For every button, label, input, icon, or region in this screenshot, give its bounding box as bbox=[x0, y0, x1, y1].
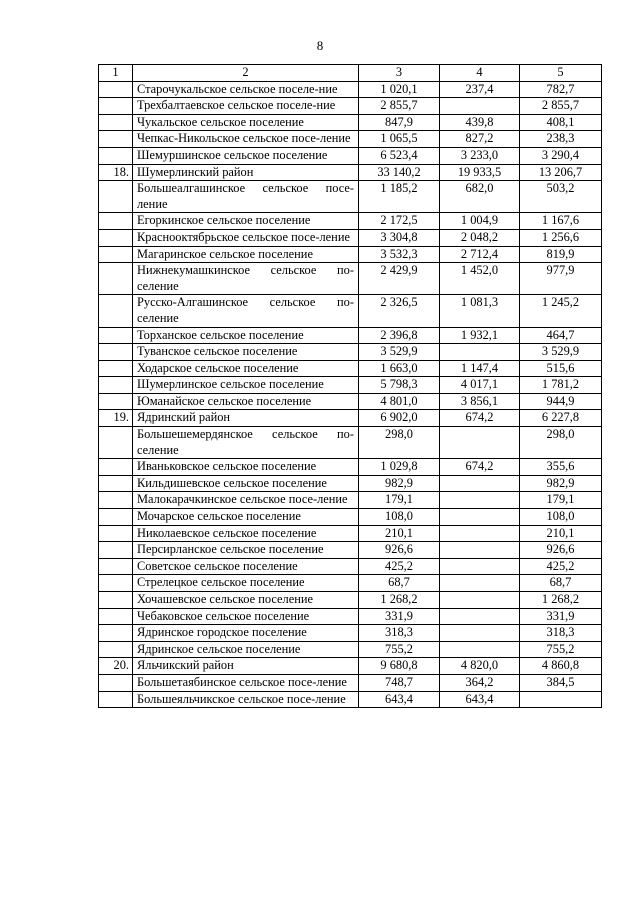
row-number bbox=[99, 475, 133, 492]
table-row bbox=[99, 246, 602, 263]
value-total: 1 663,0 bbox=[359, 360, 440, 377]
table-row bbox=[99, 344, 602, 361]
value-total: 1 020,1 bbox=[359, 81, 440, 98]
value-total: 298,0 bbox=[359, 427, 440, 459]
value-col5: 503,2 bbox=[520, 181, 602, 213]
table-row bbox=[99, 558, 602, 575]
value-total: 2 429,9 bbox=[359, 263, 440, 295]
settlement-name: Старочукальское сельское поселе-ние bbox=[133, 81, 359, 98]
value-total: 2 855,7 bbox=[359, 98, 440, 115]
value-total: 1 268,2 bbox=[359, 592, 440, 609]
value-col5: 355,6 bbox=[520, 459, 602, 476]
value-total: 847,9 bbox=[359, 114, 440, 131]
value-total: 1 065,5 bbox=[359, 131, 440, 148]
value-col4: 827,2 bbox=[440, 131, 520, 148]
value-total: 9 680,8 bbox=[359, 658, 440, 675]
value-col4 bbox=[440, 509, 520, 526]
value-col5: 464,7 bbox=[520, 327, 602, 344]
table-row bbox=[99, 625, 602, 642]
settlement-name: Нижнекумашкинское сельское по-селение bbox=[133, 263, 359, 295]
value-col4: 4 820,0 bbox=[440, 658, 520, 675]
settlement-name: Чепкас-Никольское сельское посе-ление bbox=[133, 131, 359, 148]
value-total: 3 532,3 bbox=[359, 246, 440, 263]
row-number bbox=[99, 509, 133, 526]
value-col4: 1 081,3 bbox=[440, 295, 520, 327]
row-number: 20. bbox=[99, 658, 133, 675]
value-col4 bbox=[440, 592, 520, 609]
value-total: 68,7 bbox=[359, 575, 440, 592]
value-col5: 408,1 bbox=[520, 114, 602, 131]
value-col4: 2 712,4 bbox=[440, 246, 520, 263]
value-col4: 19 933,5 bbox=[440, 164, 520, 181]
value-col5: 1 268,2 bbox=[520, 592, 602, 609]
settlement-name: Малокарачкинское сельское посе-ление bbox=[133, 492, 359, 509]
value-total: 331,9 bbox=[359, 608, 440, 625]
value-col4: 1 147,4 bbox=[440, 360, 520, 377]
row-number bbox=[99, 625, 133, 642]
value-col4: 439,8 bbox=[440, 114, 520, 131]
table-row bbox=[99, 295, 602, 327]
value-col4 bbox=[440, 98, 520, 115]
row-number bbox=[99, 459, 133, 476]
settlement-name: Ядринский район bbox=[133, 410, 359, 427]
value-col4 bbox=[440, 525, 520, 542]
value-col5: 210,1 bbox=[520, 525, 602, 542]
table-row bbox=[99, 525, 602, 542]
column-header-4: 4 bbox=[440, 65, 520, 82]
value-col5: 1 256,6 bbox=[520, 229, 602, 246]
table-row bbox=[99, 360, 602, 377]
settlement-name: Большетаябинское сельское посе-ление bbox=[133, 674, 359, 691]
settlement-name: Стрелецкое сельское поселение bbox=[133, 575, 359, 592]
row-number bbox=[99, 492, 133, 509]
table-row bbox=[99, 691, 602, 708]
row-number bbox=[99, 131, 133, 148]
row-number bbox=[99, 575, 133, 592]
value-total: 33 140,2 bbox=[359, 164, 440, 181]
value-col5 bbox=[520, 691, 602, 708]
value-col4: 1 452,0 bbox=[440, 263, 520, 295]
row-number bbox=[99, 691, 133, 708]
value-total: 2 172,5 bbox=[359, 213, 440, 230]
value-col5: 298,0 bbox=[520, 427, 602, 459]
row-number: 19. bbox=[99, 410, 133, 427]
value-col5: 318,3 bbox=[520, 625, 602, 642]
settlement-name: Советское сельское поселение bbox=[133, 558, 359, 575]
value-col5: 238,3 bbox=[520, 131, 602, 148]
settlement-name: Юманайское сельское поселение bbox=[133, 393, 359, 410]
row-number bbox=[99, 295, 133, 327]
value-col5: 515,6 bbox=[520, 360, 602, 377]
settlement-name: Хочашевское сельское поселение bbox=[133, 592, 359, 609]
value-col5: 1 245,2 bbox=[520, 295, 602, 327]
settlement-name: Ядринское сельское поселение bbox=[133, 641, 359, 658]
value-col4: 682,0 bbox=[440, 181, 520, 213]
value-col5: 4 860,8 bbox=[520, 658, 602, 675]
value-total: 210,1 bbox=[359, 525, 440, 542]
value-col4 bbox=[440, 558, 520, 575]
value-col5: 331,9 bbox=[520, 608, 602, 625]
value-total: 1 185,2 bbox=[359, 181, 440, 213]
value-col4: 3 856,1 bbox=[440, 393, 520, 410]
settlement-name: Магаринское сельское поселение bbox=[133, 246, 359, 263]
value-col5: 3 529,9 bbox=[520, 344, 602, 361]
value-col5: 13 206,7 bbox=[520, 164, 602, 181]
row-number bbox=[99, 360, 133, 377]
table-row bbox=[99, 229, 602, 246]
row-number bbox=[99, 592, 133, 609]
value-col5: 1 167,6 bbox=[520, 213, 602, 230]
value-col5: 782,7 bbox=[520, 81, 602, 98]
value-total: 179,1 bbox=[359, 492, 440, 509]
value-total: 3 529,9 bbox=[359, 344, 440, 361]
value-col5: 982,9 bbox=[520, 475, 602, 492]
value-col5: 108,0 bbox=[520, 509, 602, 526]
row-number bbox=[99, 641, 133, 658]
value-col4 bbox=[440, 475, 520, 492]
row-number bbox=[99, 147, 133, 164]
table-row bbox=[99, 147, 602, 164]
value-col5: 2 855,7 bbox=[520, 98, 602, 115]
table-row bbox=[99, 263, 602, 295]
table-row bbox=[99, 509, 602, 526]
value-col4: 237,4 bbox=[440, 81, 520, 98]
page-number: 8 bbox=[316, 38, 324, 53]
row-number bbox=[99, 542, 133, 559]
row-number bbox=[99, 393, 133, 410]
value-total: 425,2 bbox=[359, 558, 440, 575]
value-col5: 755,2 bbox=[520, 641, 602, 658]
table-row bbox=[99, 98, 602, 115]
value-col4 bbox=[440, 608, 520, 625]
value-total: 748,7 bbox=[359, 674, 440, 691]
value-total: 643,4 bbox=[359, 691, 440, 708]
value-col4 bbox=[440, 641, 520, 658]
value-col5: 3 290,4 bbox=[520, 147, 602, 164]
value-col5: 977,9 bbox=[520, 263, 602, 295]
value-total: 108,0 bbox=[359, 509, 440, 526]
settlement-name: Туванское сельское поселение bbox=[133, 344, 359, 361]
table-row bbox=[99, 377, 602, 394]
settlement-name: Трехбалтаевское сельское поселе-ние bbox=[133, 98, 359, 115]
table-row bbox=[99, 131, 602, 148]
row-number bbox=[99, 608, 133, 625]
table-row bbox=[99, 114, 602, 131]
table-row bbox=[99, 427, 602, 459]
column-header-1: 1 bbox=[99, 65, 133, 82]
value-col5: 944,9 bbox=[520, 393, 602, 410]
table-body bbox=[99, 81, 602, 708]
table-row bbox=[99, 492, 602, 509]
value-col5: 1 781,2 bbox=[520, 377, 602, 394]
row-number bbox=[99, 213, 133, 230]
value-col4 bbox=[440, 492, 520, 509]
row-number bbox=[99, 327, 133, 344]
row-number bbox=[99, 229, 133, 246]
value-total: 755,2 bbox=[359, 641, 440, 658]
value-col4 bbox=[440, 625, 520, 642]
column-header-3: 3 bbox=[359, 65, 440, 82]
value-total: 5 798,3 bbox=[359, 377, 440, 394]
value-col5: 6 227,8 bbox=[520, 410, 602, 427]
settlement-name: Русско-Алгашинское сельское по-селение bbox=[133, 295, 359, 327]
value-total: 3 304,8 bbox=[359, 229, 440, 246]
value-total: 2 326,5 bbox=[359, 295, 440, 327]
value-total: 1 029,8 bbox=[359, 459, 440, 476]
value-col5: 926,6 bbox=[520, 542, 602, 559]
table-row bbox=[99, 592, 602, 609]
value-total: 2 396,8 bbox=[359, 327, 440, 344]
value-total: 6 902,0 bbox=[359, 410, 440, 427]
row-number bbox=[99, 525, 133, 542]
settlement-name: Большеалгашинское сельское посе-ление bbox=[133, 181, 359, 213]
table-row bbox=[99, 475, 602, 492]
row-number bbox=[99, 98, 133, 115]
value-col4: 4 017,1 bbox=[440, 377, 520, 394]
settlement-name: Большеяльчикское сельское посе-ление bbox=[133, 691, 359, 708]
table-row bbox=[99, 181, 602, 213]
value-col4 bbox=[440, 427, 520, 459]
value-col4: 3 233,0 bbox=[440, 147, 520, 164]
value-col4: 2 048,2 bbox=[440, 229, 520, 246]
column-header-5: 5 bbox=[520, 65, 602, 82]
settlement-name: Кильдишевское сельское поселение bbox=[133, 475, 359, 492]
table-row bbox=[99, 164, 602, 181]
value-col4: 643,4 bbox=[440, 691, 520, 708]
table-row bbox=[99, 81, 602, 98]
row-number bbox=[99, 674, 133, 691]
row-number bbox=[99, 246, 133, 263]
settlement-name: Николаевское сельское поселение bbox=[133, 525, 359, 542]
table-row bbox=[99, 213, 602, 230]
table-row bbox=[99, 658, 602, 675]
row-number: 18. bbox=[99, 164, 133, 181]
table-row bbox=[99, 575, 602, 592]
table-row bbox=[99, 393, 602, 410]
table-header-row bbox=[99, 65, 602, 82]
value-total: 926,6 bbox=[359, 542, 440, 559]
value-col4: 1 932,1 bbox=[440, 327, 520, 344]
column-header-2: 2 bbox=[133, 65, 359, 82]
table-row bbox=[99, 641, 602, 658]
table-row bbox=[99, 410, 602, 427]
table-row bbox=[99, 608, 602, 625]
row-number bbox=[99, 263, 133, 295]
settlement-name: Иваньковское сельское поселение bbox=[133, 459, 359, 476]
row-number bbox=[99, 81, 133, 98]
table-row bbox=[99, 459, 602, 476]
table-row bbox=[99, 327, 602, 344]
value-col4: 364,2 bbox=[440, 674, 520, 691]
table-row bbox=[99, 542, 602, 559]
settlement-name: Краснооктябрьское сельское посе-ление bbox=[133, 229, 359, 246]
settlement-name: Большешемердянское сельское по-селение bbox=[133, 427, 359, 459]
value-col5: 384,5 bbox=[520, 674, 602, 691]
row-number bbox=[99, 181, 133, 213]
value-total: 4 801,0 bbox=[359, 393, 440, 410]
value-total: 6 523,4 bbox=[359, 147, 440, 164]
value-col5: 819,9 bbox=[520, 246, 602, 263]
row-number bbox=[99, 377, 133, 394]
value-col5: 179,1 bbox=[520, 492, 602, 509]
settlement-name: Персирланское сельское поселение bbox=[133, 542, 359, 559]
row-number bbox=[99, 114, 133, 131]
value-col4: 674,2 bbox=[440, 410, 520, 427]
settlement-name: Ходарское сельское поселение bbox=[133, 360, 359, 377]
table-row bbox=[99, 674, 602, 691]
settlement-name: Ядринское городское поселение bbox=[133, 625, 359, 642]
settlement-name: Шумерлинское сельское поселение bbox=[133, 377, 359, 394]
value-col4 bbox=[440, 575, 520, 592]
settlement-name: Торханское сельское поселение bbox=[133, 327, 359, 344]
value-col5: 425,2 bbox=[520, 558, 602, 575]
settlement-name: Чукальское сельское поселение bbox=[133, 114, 359, 131]
settlement-name: Мочарское сельское поселение bbox=[133, 509, 359, 526]
row-number bbox=[99, 427, 133, 459]
value-col4 bbox=[440, 344, 520, 361]
settlement-name: Шумерлинский район bbox=[133, 164, 359, 181]
value-col4: 1 004,9 bbox=[440, 213, 520, 230]
settlement-name: Егоркинское сельское поселение bbox=[133, 213, 359, 230]
row-number bbox=[99, 344, 133, 361]
row-number bbox=[99, 558, 133, 575]
value-total: 982,9 bbox=[359, 475, 440, 492]
settlement-name: Яльчикский район bbox=[133, 658, 359, 675]
budget-table bbox=[98, 64, 602, 708]
settlement-name: Чебаковское сельское поселение bbox=[133, 608, 359, 625]
settlement-name: Шемуршинское сельское поселение bbox=[133, 147, 359, 164]
value-total: 318,3 bbox=[359, 625, 440, 642]
value-col4: 674,2 bbox=[440, 459, 520, 476]
value-col5: 68,7 bbox=[520, 575, 602, 592]
value-col4 bbox=[440, 542, 520, 559]
